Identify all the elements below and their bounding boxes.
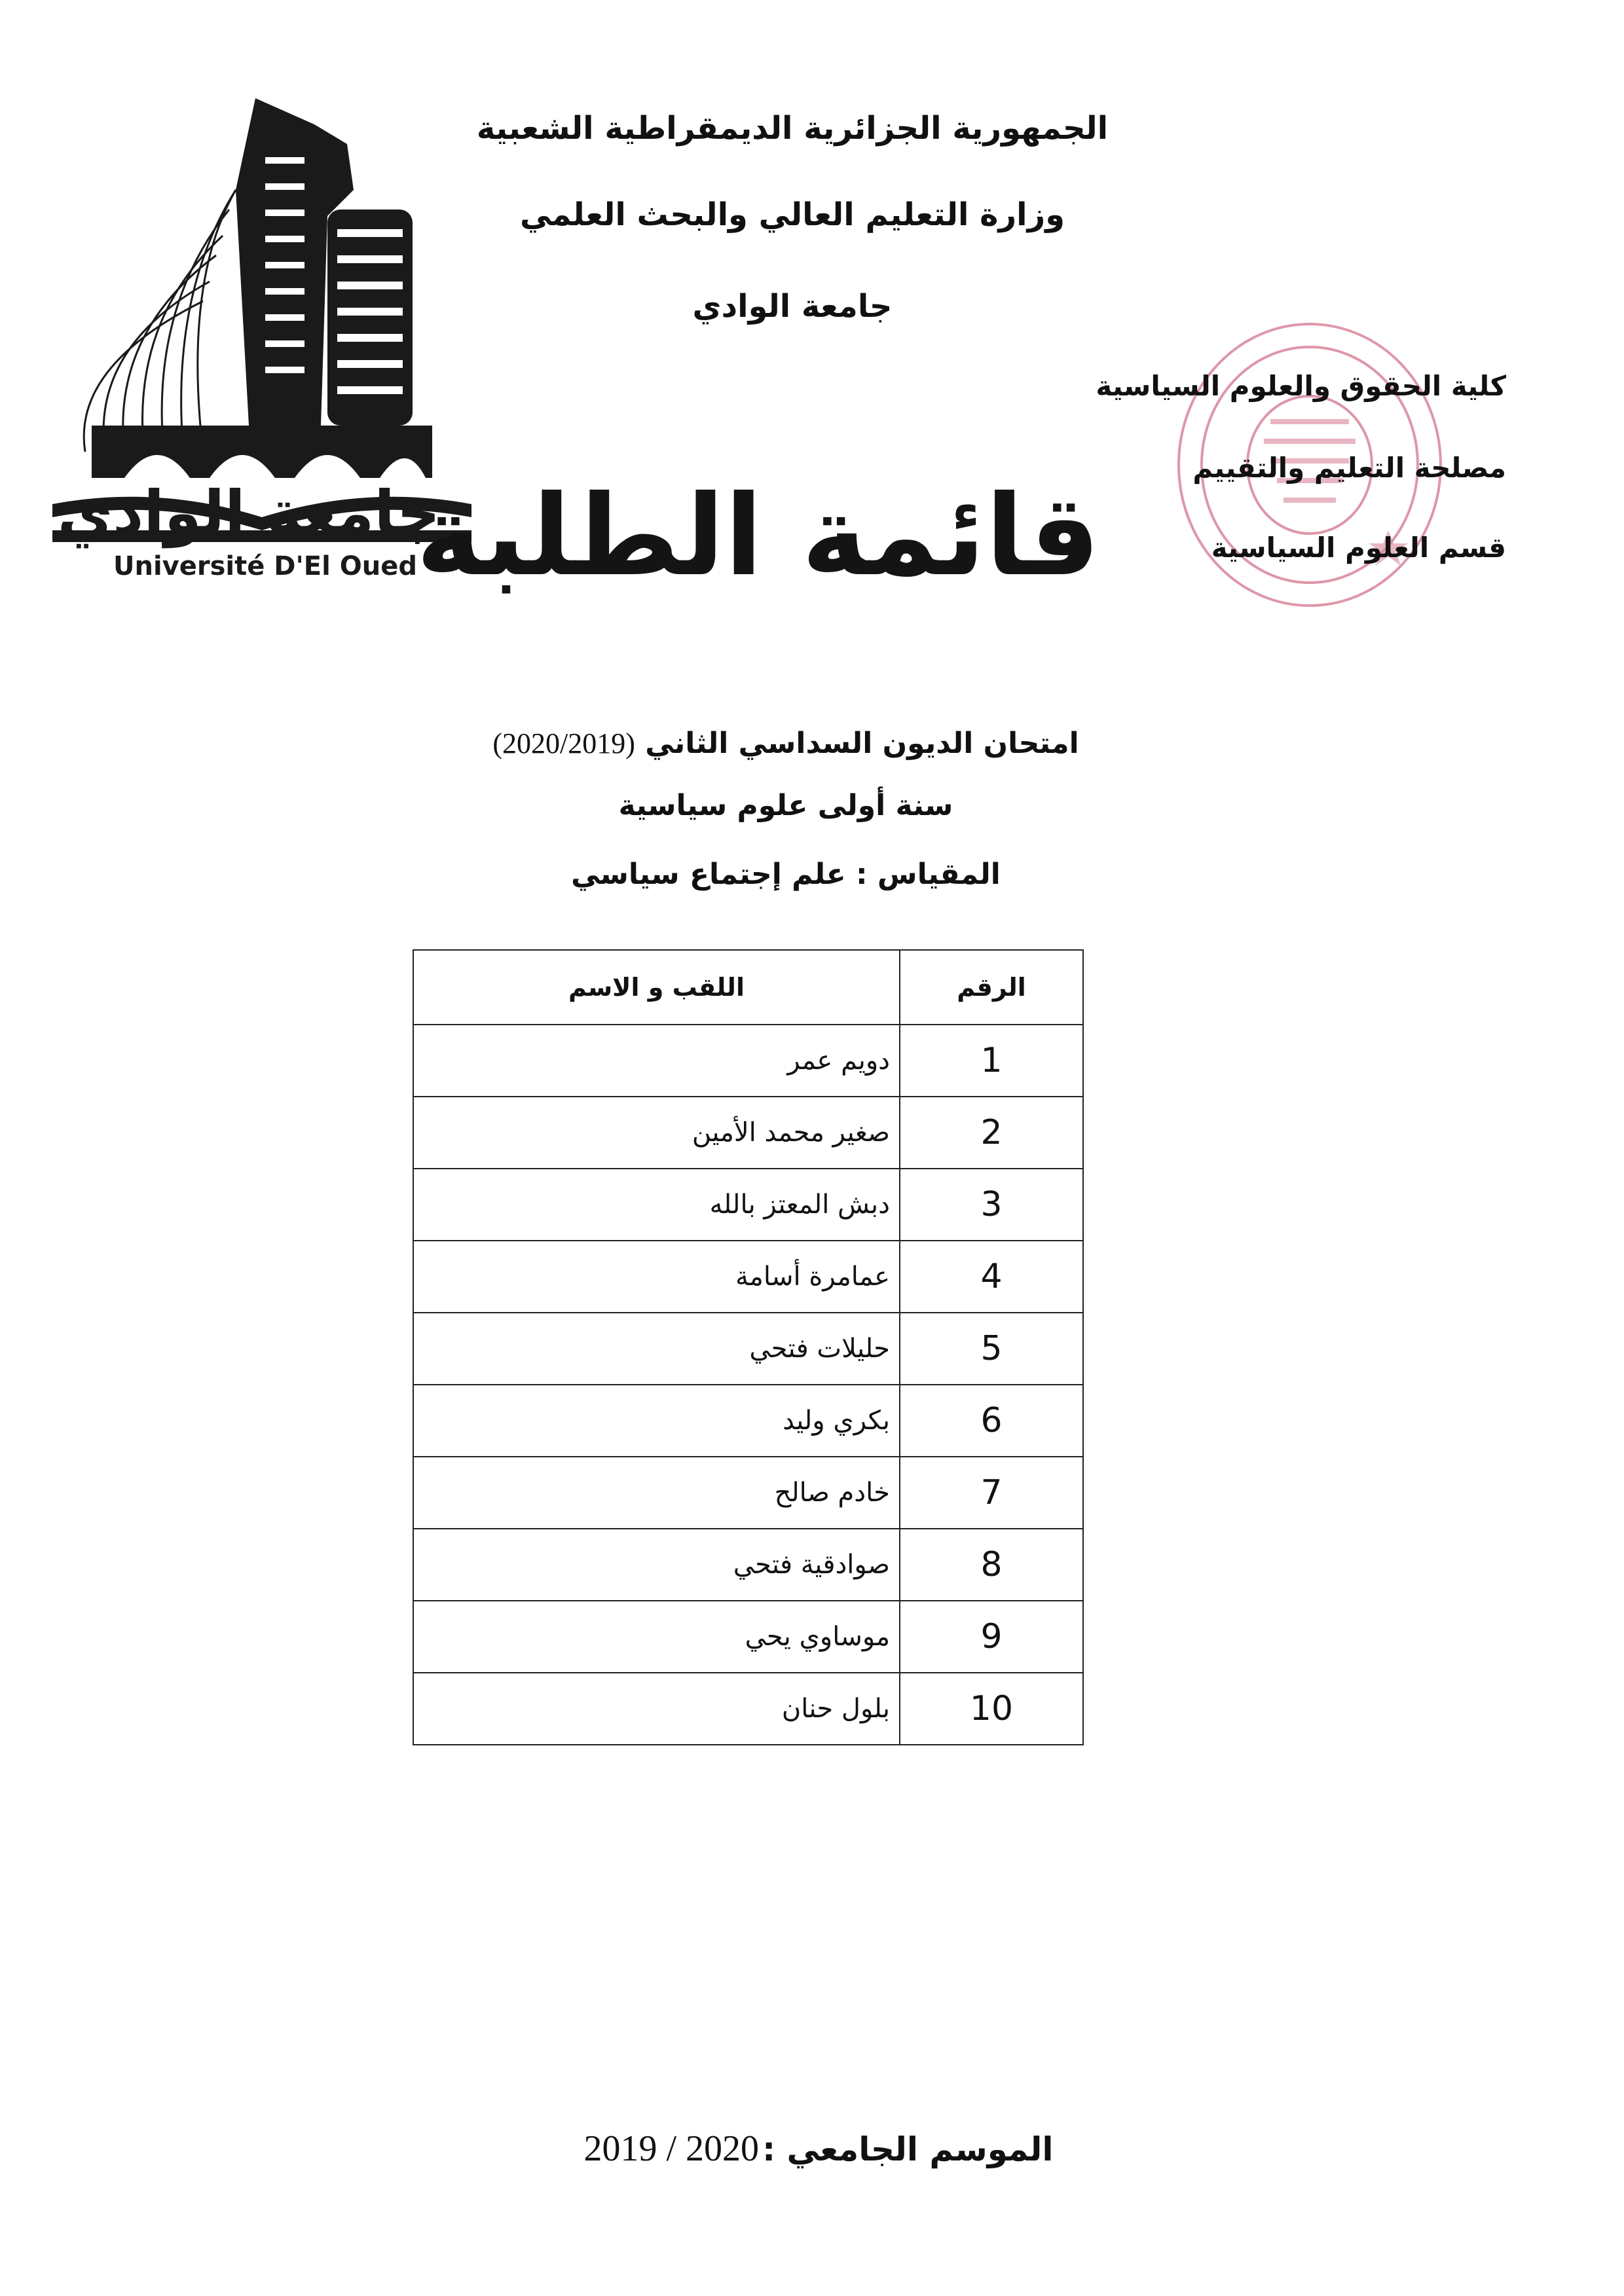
row-number: 6	[900, 1385, 1083, 1457]
table-row	[413, 1601, 1083, 1673]
exam-heading	[393, 727, 1179, 760]
student-name: عمامرة أسامة	[413, 1241, 900, 1313]
student-name: بكري وليد	[413, 1385, 900, 1457]
faculty-name: كلية الحقوق والعلوم السياسية	[1096, 370, 1506, 402]
academic-year-footer	[458, 2128, 1179, 2170]
university-heading: جامعة الوادي	[692, 288, 893, 325]
service-name: مصلحة التعليم والتقييم	[1192, 452, 1506, 484]
exam-module: المقياس : علم إجتماع سياسي	[571, 858, 1001, 891]
document-title: قائمة الطلبة	[416, 471, 1100, 601]
row-number: 2	[900, 1097, 1083, 1169]
academic-year-value: 2020 / 2019	[583, 2128, 759, 2169]
student-name: دبش المعتز بالله	[413, 1169, 900, 1241]
table-row	[413, 1457, 1083, 1529]
republic-heading: الجمهورية الجزائرية الديمقراطية الشعبية	[476, 110, 1109, 147]
row-number: 10	[900, 1673, 1083, 1745]
row-number: 9	[900, 1601, 1083, 1673]
table-row	[413, 1169, 1083, 1241]
student-name: حليلات فتحي	[413, 1313, 900, 1385]
ministry-heading: وزارة التعليم العالي والبحث العلمي	[519, 196, 1065, 233]
table-row	[413, 1025, 1083, 1097]
table-row	[413, 1241, 1083, 1313]
student-name: بلول حنان	[413, 1673, 900, 1745]
table-row	[413, 1529, 1083, 1601]
row-number: 1	[900, 1025, 1083, 1097]
table-header-row	[413, 950, 1083, 1025]
table-row	[413, 1313, 1083, 1385]
table-row	[413, 1673, 1083, 1745]
table-row	[413, 1385, 1083, 1457]
student-name: صغير محمد الأمين	[413, 1097, 900, 1169]
department-name: قسم العلوم السياسية	[1211, 532, 1506, 564]
student-name: خادم صالح	[413, 1457, 900, 1529]
row-number: 3	[900, 1169, 1083, 1241]
student-name: موساوي يحي	[413, 1601, 900, 1673]
students-table	[413, 949, 1084, 1745]
row-number: 5	[900, 1313, 1083, 1385]
logo-french-name: Université D'El Oued	[113, 551, 417, 581]
row-number: 8	[900, 1529, 1083, 1601]
student-name: صوادقية فتحي	[413, 1529, 900, 1601]
header-name: اللقب و الاسم	[413, 950, 900, 1025]
exam-level: سنة أولى علوم سياسية	[618, 789, 953, 822]
student-name: دويم عمر	[413, 1025, 900, 1097]
academic-year-label: الموسم الجامعي :	[762, 2130, 1054, 2168]
exam-label: امتحان الديون السداسي الثاني	[645, 727, 1079, 760]
row-number: 7	[900, 1457, 1083, 1529]
logo-arabic-name: جامعة الوادي	[57, 478, 441, 548]
table-row	[413, 1097, 1083, 1169]
exam-year: (2020/2019)	[492, 727, 635, 759]
row-number: 4	[900, 1241, 1083, 1313]
header-number: الرقم	[900, 950, 1083, 1025]
